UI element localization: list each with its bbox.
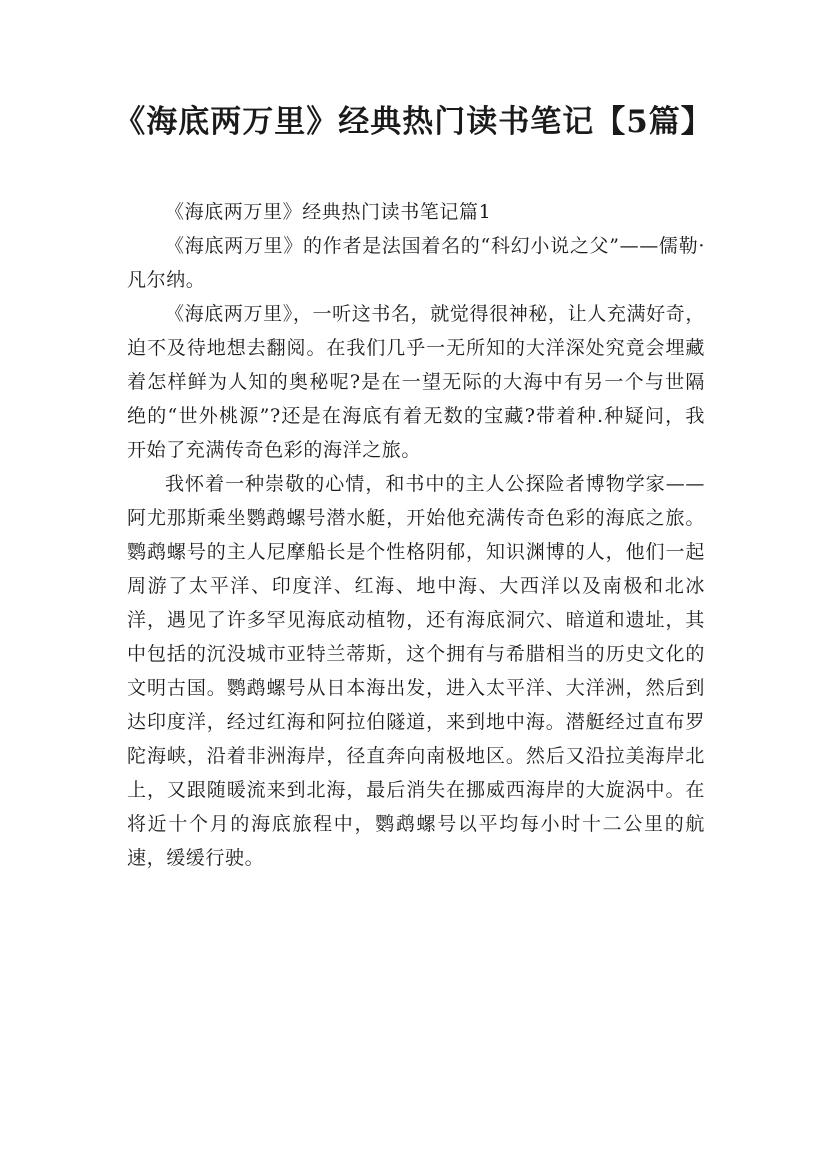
section-heading: 《海底两万里》经典热门读书笔记篇1 <box>165 201 492 223</box>
body-paragraph: 我怀着一种崇敬的心情，和书中的主人公探险者博物学家——阿尤那斯乘坐鹦鹉螺号潜水艇，开始他充满传奇色彩的海底之旅。鹦鹉螺号的主人尼摩船长是个性格阴郁，知识渊博的人，他们一起周游了太平洋、印度洋、红海、地中海、大西洋以及南极和北冰洋，遇见了许多罕见海底动植物，还有海底洞穴、暗道和遗址，其中包括的沉没城市亚特兰蒂斯，这个拥有与希腊相当的历史文化的文明古国。鹦鹉螺号从日本海出发，进入太平洋、大洋洲，然后到达印度洋，经过红海和阿拉伯隧道，来到地中海。潜艇经过直布罗陀海峡，沿着非洲海岸，径直奔向南极地区。然后又沿拉美海岸北上，又跟随暖流来到北海，最后消失在挪威西海岸的大旋涡中。在将近十个月的海底旅程中，鹦鹉螺号以平均每小时十二公里的航速，缓缓行驶。 <box>127 473 705 869</box>
document-body <box>127 195 705 875</box>
document-title: 《海底两万里》经典热门读书笔记【5篇】 <box>114 104 713 140</box>
body-paragraph: 《海底两万里》，一听这书名，就觉得很神秘，让人充满好奇，迫不及待地想去翻阅。在我们几乎一无所知的大洋深处究竟会埋藏着怎样鲜为人知的奥秘呢?是在一望无际的大海中有另一个与世隔绝的“世外桃源”?还是在海底有着无数的宝藏?带着种.种疑问，我开始了充满传奇色彩的海洋之旅。 <box>127 303 705 461</box>
body-paragraph: 《海底两万里》的作者是法国着名的“科幻小说之父”——儒勒·凡尔纳。 <box>127 235 705 291</box>
